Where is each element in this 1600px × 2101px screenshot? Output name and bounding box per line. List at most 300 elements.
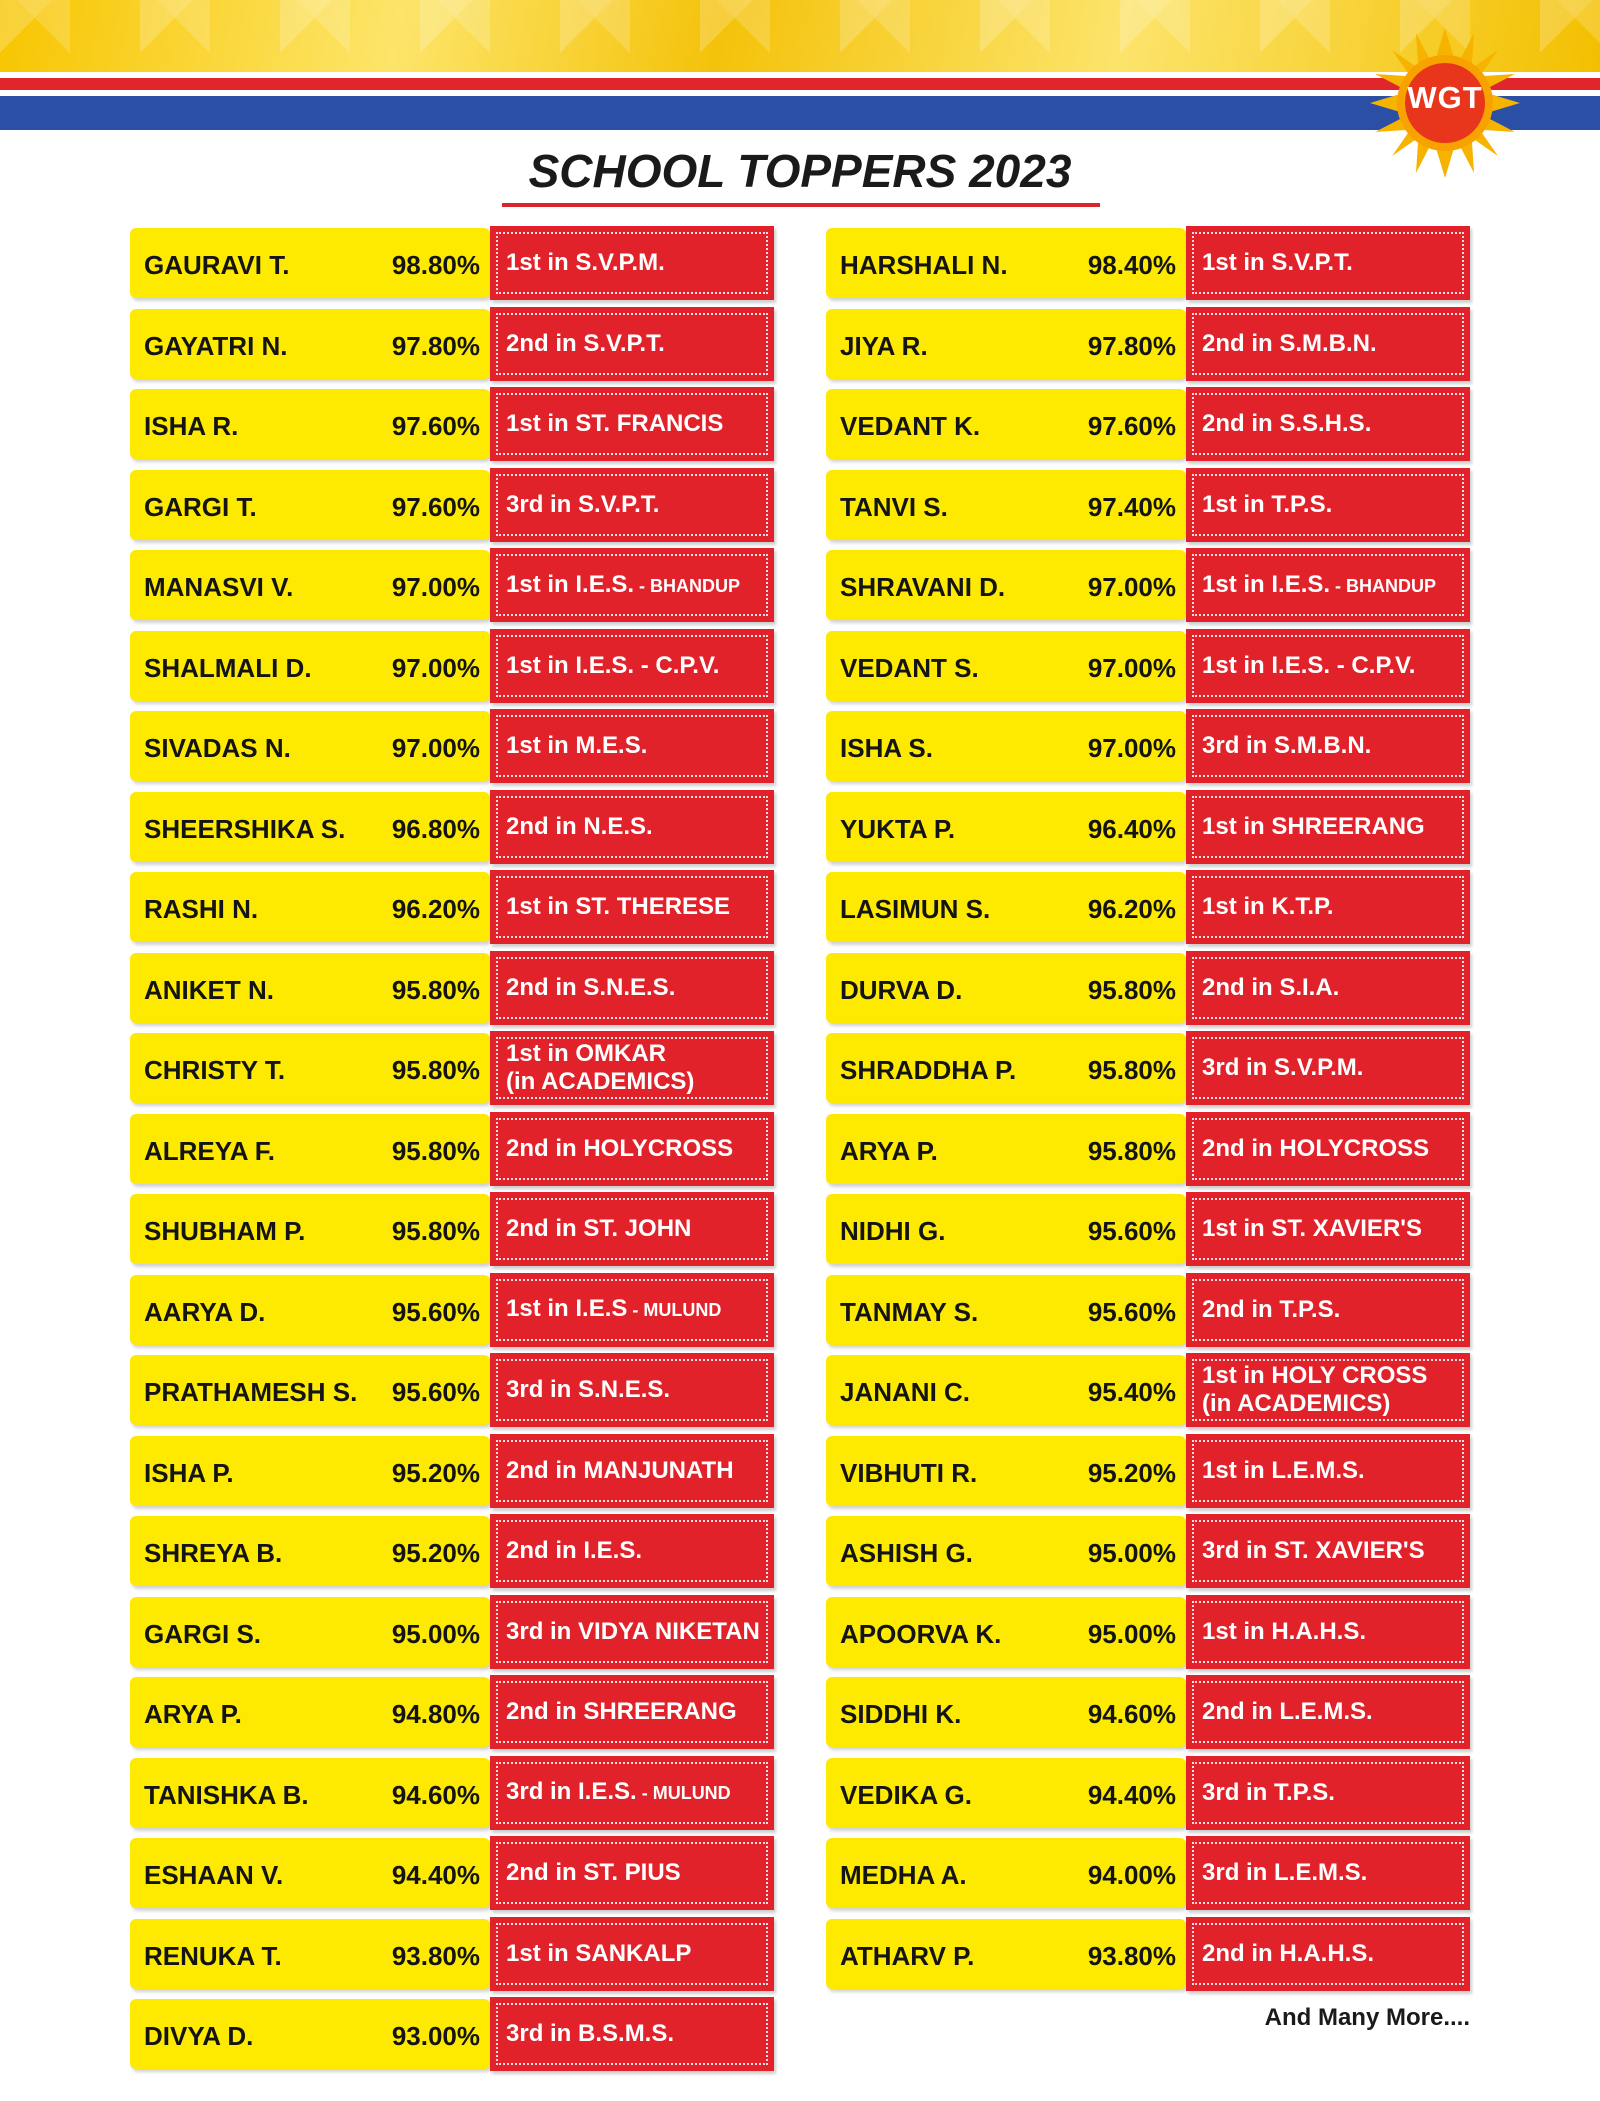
student-score: 95.60% <box>1087 1216 1176 1246</box>
rank-box <box>490 951 774 1025</box>
rank-box <box>1186 1353 1470 1427</box>
student-score: 94.60% <box>1087 1699 1176 1729</box>
student-score: 95.60% <box>1087 1296 1176 1327</box>
school-rank <box>1202 491 1332 519</box>
school-rank-text: 3rd in VIDYA NIKETAN <box>506 1617 760 1645</box>
name-score-box <box>826 1436 1186 1506</box>
school-rank <box>1202 1779 1335 1807</box>
student-score: 95.80% <box>1087 1135 1176 1166</box>
name-score-box <box>130 953 490 1023</box>
name-score-box <box>130 470 490 540</box>
name-score-box <box>130 1758 490 1828</box>
student-score: 97.80% <box>1087 330 1176 361</box>
school-rank <box>506 1295 721 1324</box>
name-score-box <box>130 1516 490 1586</box>
rank-box <box>490 709 774 783</box>
school-rank-text: 2nd in N.E.S. <box>506 812 653 840</box>
rank-box <box>490 387 774 461</box>
school-rank-text: 2nd in HOLYCROSS <box>506 1134 734 1162</box>
name-score-box <box>130 1838 490 1908</box>
school-rank-text: 3rd in B.S.M.S. <box>506 2020 675 2047</box>
school-rank <box>1202 893 1334 921</box>
school-rank-text: 2nd in ST. JOHN <box>506 1215 692 1242</box>
name-score-box <box>130 872 490 942</box>
topper-entry <box>130 1999 774 2069</box>
student-score: 97.00% <box>1087 572 1176 602</box>
school-rank <box>1202 1537 1425 1565</box>
school-rank <box>506 1215 691 1243</box>
student-score: 94.40% <box>1087 1779 1176 1810</box>
topper-entry <box>130 550 774 620</box>
school-rank <box>506 1537 642 1565</box>
school-rank <box>506 893 730 921</box>
title-underline <box>502 203 1100 207</box>
school-rank-text: 1st in K.T.P. <box>1202 893 1334 920</box>
student-name: SIVADAS N. <box>144 733 291 763</box>
name-score-box <box>826 470 1186 540</box>
rank-box <box>1186 629 1470 703</box>
school-rank <box>1202 330 1377 358</box>
topper-entry <box>826 309 1470 379</box>
rank-box <box>1186 1756 1470 1830</box>
name-score-box <box>826 1033 1186 1103</box>
topper-entry <box>826 1758 1470 1828</box>
student-score: 97.60% <box>391 411 480 441</box>
rank-box <box>1186 1192 1470 1266</box>
rank-box <box>1186 1595 1470 1669</box>
student-name: GAYATRI N. <box>144 330 288 361</box>
school-rank <box>1202 1698 1373 1726</box>
school-rank <box>506 813 653 841</box>
school-rank <box>506 1778 731 1807</box>
student-name: ATHARV P. <box>840 1940 975 1971</box>
name-score-box <box>826 1758 1186 1828</box>
student-name: ANIKET N. <box>144 974 274 1005</box>
topper-entry <box>826 1436 1470 1506</box>
topper-entry <box>130 872 774 942</box>
student-score: 95.00% <box>1087 1618 1176 1649</box>
student-score: 96.80% <box>391 813 480 844</box>
school-rank-text: 1st in SANKALP <box>506 1939 692 1967</box>
school-rank <box>506 1135 733 1163</box>
rank-box <box>1186 951 1470 1025</box>
topper-entry <box>826 631 1470 701</box>
student-name: ALREYA F. <box>144 1135 275 1166</box>
student-name: NIDHI G. <box>840 1216 946 1246</box>
banner-pattern <box>0 0 1600 72</box>
name-score-box <box>130 1033 490 1103</box>
student-score: 93.00% <box>391 2021 480 2051</box>
topper-entry <box>130 1516 774 1586</box>
name-score-box <box>130 1597 490 1667</box>
school-rank-text: 1st in ST. FRANCIS <box>506 410 724 437</box>
school-rank <box>506 491 659 519</box>
student-name: VIBHUTI R. <box>840 1457 978 1488</box>
topper-entry <box>826 792 1470 862</box>
student-name: AARYA D. <box>144 1296 266 1327</box>
name-score-box <box>826 1275 1186 1345</box>
topper-entry <box>826 953 1470 1023</box>
school-rank-text: 2nd in S.M.B.N. <box>1202 329 1377 357</box>
topper-entry <box>826 711 1470 781</box>
school-branch: - BHANDUP <box>634 575 741 596</box>
school-rank-text: 2nd in SHREERANG <box>506 1698 737 1725</box>
and-many-more-text: And Many More.... <box>1264 2004 1470 2031</box>
rank-box <box>1186 387 1470 461</box>
school-rank <box>506 1698 737 1726</box>
name-score-box <box>826 1355 1186 1425</box>
rank-box <box>490 790 774 864</box>
name-score-box <box>826 1838 1186 1908</box>
school-rank-text: 3rd in S.V.P.T. <box>506 490 660 518</box>
student-name: DURVA D. <box>840 974 963 1005</box>
school-rank-text: 3rd in S.M.B.N. <box>1202 732 1372 759</box>
name-score-box <box>826 872 1186 942</box>
student-name: ISHA R. <box>144 411 239 441</box>
name-score-box <box>130 309 490 379</box>
school-rank <box>1202 1054 1363 1082</box>
school-rank-text: 1st in S.V.P.T. <box>1202 249 1353 276</box>
topper-entry <box>826 1114 1470 1184</box>
topper-entry <box>130 1758 774 1828</box>
school-rank-text: 2nd in L.E.M.S. <box>1202 1698 1373 1725</box>
student-score: 95.80% <box>391 1055 480 1085</box>
name-score-box <box>130 228 490 298</box>
student-score: 95.20% <box>391 1538 480 1568</box>
topper-entry <box>826 1275 1470 1345</box>
school-rank-text: 1st in ST. THERESE <box>506 893 731 920</box>
rank-box <box>490 1192 774 1266</box>
student-name: ISHA P. <box>144 1457 234 1488</box>
school-rank-text: 1st in OMKAR (in ACADEMICS) <box>506 1040 695 1095</box>
topper-entry <box>826 550 1470 620</box>
school-rank-text: 2nd in S.S.H.S. <box>1202 410 1372 437</box>
student-score: 94.80% <box>391 1699 480 1729</box>
student-score: 95.40% <box>1087 1377 1176 1407</box>
school-rank <box>506 1859 681 1887</box>
rank-box <box>490 629 774 703</box>
student-name: SHEERSHIKA S. <box>144 813 346 844</box>
logo-text: WGT <box>1407 80 1483 115</box>
student-score: 97.00% <box>391 733 480 763</box>
student-name: APOORVA K. <box>840 1618 1002 1649</box>
school-rank <box>1202 1362 1427 1418</box>
student-score: 97.40% <box>1087 491 1176 522</box>
topper-entry <box>826 872 1470 942</box>
student-name: DIVYA D. <box>144 2021 254 2051</box>
student-score: 94.40% <box>391 1860 480 1890</box>
student-name: LASIMUN S. <box>840 894 991 924</box>
school-rank-text: 3rd in S.V.P.M. <box>1202 1054 1364 1081</box>
student-score: 95.80% <box>391 974 480 1005</box>
rank-box <box>1186 1031 1470 1105</box>
name-score-box <box>130 631 490 701</box>
student-score: 97.00% <box>1087 733 1176 763</box>
school-rank <box>506 652 719 680</box>
school-rank-text: 1st in M.E.S. <box>506 732 648 759</box>
school-branch: - BHANDUP <box>1330 575 1437 596</box>
rank-box <box>1186 1675 1470 1749</box>
student-score: 96.20% <box>1087 894 1176 924</box>
rank-box <box>490 1917 774 1991</box>
school-rank <box>506 330 665 358</box>
topper-entry <box>826 1516 1470 1586</box>
student-name: GARGI T. <box>144 491 257 522</box>
school-rank <box>1202 652 1415 680</box>
school-rank <box>1202 1618 1366 1646</box>
topper-entry <box>130 1033 774 1103</box>
school-rank-text: 2nd in T.P.S. <box>1202 1295 1341 1323</box>
student-score: 95.80% <box>391 1216 480 1246</box>
student-score: 94.60% <box>391 1779 480 1810</box>
school-branch: - MULUND <box>636 1783 731 1803</box>
school-rank <box>1202 249 1353 277</box>
student-name: GARGI S. <box>144 1618 262 1649</box>
rank-box <box>490 1353 774 1427</box>
topper-entry <box>130 792 774 862</box>
topper-entry <box>826 1033 1470 1103</box>
school-rank-text: 1st in ST. XAVIER'S <box>1202 1215 1422 1242</box>
student-name: JIYA R. <box>840 330 928 361</box>
student-name: ARYA P. <box>840 1135 938 1166</box>
student-score: 97.60% <box>391 491 480 522</box>
school-branch: - MULUND <box>627 1300 722 1320</box>
student-score: 95.80% <box>1087 1055 1176 1085</box>
student-score: 95.80% <box>391 1135 480 1166</box>
topper-entry <box>826 1677 1470 1747</box>
student-name: TANISHKA B. <box>144 1779 309 1810</box>
school-rank <box>506 974 675 1002</box>
topper-entry <box>826 1838 1470 1908</box>
student-name: RENUKA T. <box>144 1940 282 1971</box>
topper-entry <box>826 228 1470 298</box>
school-rank-text: 3rd in S.N.E.S. <box>506 1376 671 1403</box>
name-score-box <box>130 792 490 862</box>
name-score-box <box>826 389 1186 459</box>
school-rank <box>1202 1940 1374 1968</box>
rank-box <box>1186 1273 1470 1347</box>
student-score: 97.00% <box>391 572 480 602</box>
rank-box <box>1186 307 1470 381</box>
rank-box <box>1186 1434 1470 1508</box>
school-rank <box>1202 1135 1429 1163</box>
school-rank-text: 2nd in S.V.P.T. <box>506 329 665 357</box>
school-rank-text: 2nd in H.A.H.S. <box>1202 1939 1375 1967</box>
school-rank-text: 2nd in HOLYCROSS <box>1202 1134 1430 1162</box>
school-rank-text: 2nd in MANJUNATH <box>506 1456 734 1484</box>
school-rank-text: 2nd in ST. PIUS <box>506 1859 681 1886</box>
student-score: 95.00% <box>391 1618 480 1649</box>
name-score-box <box>130 1436 490 1506</box>
rank-box <box>490 1836 774 1910</box>
school-rank <box>506 1618 760 1646</box>
school-rank <box>506 2020 674 2048</box>
student-score: 95.00% <box>1087 1538 1176 1568</box>
student-name: JANANI C. <box>840 1377 971 1407</box>
topper-entry <box>130 1838 774 1908</box>
rank-box <box>490 1514 774 1588</box>
student-name: SHRAVANI D. <box>840 572 1006 602</box>
school-rank <box>1202 813 1425 841</box>
student-name: ARYA P. <box>144 1699 242 1729</box>
student-name: RASHI N. <box>144 894 259 924</box>
name-score-box <box>130 389 490 459</box>
student-name: TANMAY S. <box>840 1296 979 1327</box>
name-score-box <box>826 309 1186 379</box>
name-score-box <box>130 711 490 781</box>
student-score: 95.60% <box>391 1377 480 1407</box>
name-score-box <box>826 953 1186 1023</box>
school-rank-text: 3rd in T.P.S. <box>1202 1778 1335 1806</box>
name-score-box <box>826 792 1186 862</box>
student-score: 97.60% <box>1087 411 1176 441</box>
topper-entry <box>130 1677 774 1747</box>
school-rank-text: 1st in S.V.P.M. <box>506 249 665 276</box>
student-name: ISHA S. <box>840 733 933 763</box>
rank-box <box>1186 790 1470 864</box>
student-score: 95.20% <box>1087 1457 1176 1488</box>
school-rank-text: 3rd in I.E.S. <box>506 1778 637 1805</box>
rank-box <box>490 1112 774 1186</box>
name-score-box <box>130 1355 490 1425</box>
student-name: MEDHA A. <box>840 1860 967 1890</box>
school-rank-text: 1st in I.E.S <box>506 1295 628 1322</box>
rank-box <box>490 870 774 944</box>
name-score-box <box>130 1677 490 1747</box>
rank-box <box>490 1675 774 1749</box>
student-score: 93.80% <box>391 1940 480 1971</box>
student-score: 94.00% <box>1087 1860 1176 1890</box>
school-rank-text: 1st in I.E.S. <box>1202 570 1331 598</box>
name-score-box <box>826 631 1186 701</box>
student-name: SHREYA B. <box>144 1538 283 1568</box>
student-name: YUKTA P. <box>840 813 956 844</box>
rank-box <box>1186 1836 1470 1910</box>
rank-box <box>1186 870 1470 944</box>
topper-entry <box>826 1194 1470 1264</box>
school-rank <box>1202 410 1371 438</box>
school-rank-text: 2nd in S.N.E.S. <box>506 973 676 1001</box>
topper-entry <box>130 228 774 298</box>
school-rank-text: 2nd in S.I.A. <box>1202 973 1340 1001</box>
rank-box <box>490 1595 774 1669</box>
stripe-blue <box>0 96 1600 130</box>
rank-box <box>1186 709 1470 783</box>
rank-box <box>490 1273 774 1347</box>
rank-box <box>490 1031 774 1105</box>
name-score-box <box>130 1194 490 1264</box>
student-name: VEDIKA G. <box>840 1779 972 1810</box>
school-rank <box>506 1040 694 1096</box>
rank-box <box>490 548 774 622</box>
topper-entry <box>130 1436 774 1506</box>
name-score-box <box>130 1999 490 2069</box>
name-score-box <box>826 228 1186 298</box>
rank-box <box>490 1434 774 1508</box>
rank-box <box>1186 1917 1470 1991</box>
name-score-box <box>826 1194 1186 1264</box>
name-score-box <box>130 1114 490 1184</box>
name-score-box <box>826 1919 1186 1989</box>
topper-entry <box>130 1355 774 1425</box>
student-score: 98.80% <box>391 250 480 280</box>
school-rank <box>1202 1859 1367 1887</box>
student-score: 95.60% <box>391 1296 480 1327</box>
school-rank-text: 3rd in ST. XAVIER'S <box>1202 1537 1425 1564</box>
name-score-box <box>826 1677 1186 1747</box>
name-score-box <box>826 711 1186 781</box>
topper-entry <box>826 1355 1470 1425</box>
student-name: CHRISTY T. <box>144 1055 286 1085</box>
student-score: 93.80% <box>1087 1940 1176 1971</box>
student-name: SIDDHI K. <box>840 1699 962 1729</box>
topper-entry <box>130 309 774 379</box>
student-name: TANVI S. <box>840 491 948 522</box>
school-rank <box>1202 571 1436 600</box>
student-score: 96.20% <box>391 894 480 924</box>
topper-entry <box>130 1597 774 1667</box>
stripe-red <box>0 78 1600 90</box>
student-score: 98.40% <box>1087 250 1176 280</box>
rank-box <box>490 1997 774 2071</box>
topper-entry <box>130 470 774 540</box>
topper-entry <box>130 1114 774 1184</box>
school-rank-text: 3rd in L.E.M.S. <box>1202 1859 1368 1886</box>
student-score: 95.20% <box>391 1457 480 1488</box>
school-rank-text: 1st in I.E.S. - C.P.V. <box>506 651 720 679</box>
name-score-box <box>826 1597 1186 1667</box>
rank-box <box>490 307 774 381</box>
topper-entry <box>826 1597 1470 1667</box>
page-title: SCHOOL TOPPERS 2023 <box>528 145 1072 197</box>
rank-box <box>1186 468 1470 542</box>
student-name: ASHISH G. <box>840 1538 973 1568</box>
school-rank <box>506 410 723 438</box>
school-rank-text: 1st in HOLY CROSS (in ACADEMICS) <box>1202 1362 1428 1417</box>
rank-box <box>490 1756 774 1830</box>
name-score-box <box>826 550 1186 620</box>
student-name: HARSHALI N. <box>840 250 1008 280</box>
student-name: PRATHAMESH S. <box>144 1377 358 1407</box>
topper-entry <box>826 389 1470 459</box>
topper-entry <box>826 470 1470 540</box>
rank-box <box>1186 548 1470 622</box>
student-name: MANASVI V. <box>144 572 294 602</box>
name-score-box <box>130 1919 490 1989</box>
school-rank-text: 2nd in I.E.S. <box>506 1537 643 1564</box>
school-rank-text: 1st in L.E.M.S. <box>1202 1456 1365 1484</box>
rank-box <box>490 468 774 542</box>
school-rank-text: 1st in I.E.S. <box>506 570 635 598</box>
student-name: SHUBHAM P. <box>144 1216 306 1246</box>
school-rank <box>1202 974 1339 1002</box>
school-rank-text: 1st in SHREERANG <box>1202 812 1425 840</box>
school-rank <box>1202 1296 1340 1324</box>
rank-box <box>490 226 774 300</box>
student-name: SHRADDHA P. <box>840 1055 1017 1085</box>
rank-box <box>1186 226 1470 300</box>
student-name: SHALMALI D. <box>144 652 312 683</box>
school-rank <box>506 249 665 277</box>
school-rank <box>1202 1457 1365 1485</box>
student-score: 97.00% <box>391 652 480 683</box>
name-score-box <box>130 550 490 620</box>
topper-entry <box>130 1194 774 1264</box>
student-name: VEDANT K. <box>840 411 981 441</box>
rank-box <box>1186 1514 1470 1588</box>
topper-entry <box>130 953 774 1023</box>
school-rank <box>506 1940 691 1968</box>
